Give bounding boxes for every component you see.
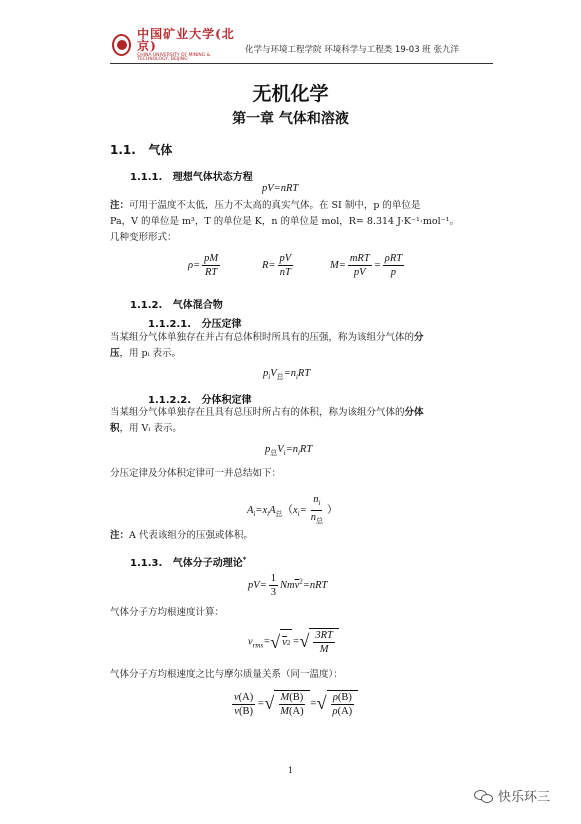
rms-speed-equation: $v_{rms}=$ √ v 2 = √ $\frac{3RT}{M}$ <box>248 628 339 656</box>
logo-chinese-name: 中国矿业大学(北京) <box>137 26 235 53</box>
forms-intro: 几种变形形式： <box>110 232 177 243</box>
header-divider <box>110 63 493 64</box>
rms-speed-intro: 气体分子方均根速度计算： <box>110 607 225 618</box>
term-bold: 压 <box>110 348 120 359</box>
section-title: 气体混合物 <box>172 300 223 311</box>
term-bold: 分 <box>414 332 424 343</box>
ideal-gas-equation: pV=nRT <box>262 183 299 194</box>
note-label: 注： <box>110 530 130 541</box>
combined-law-equation: $A_i=x_iA_总(x_i=$ $\frac{n_i}{n_总}$ ） <box>247 494 338 526</box>
combined-note <box>110 528 253 544</box>
chapter-title: 第一章 气体和溶液 <box>232 111 349 127</box>
section-heading-1-1-2-1 <box>148 315 241 330</box>
university-seal-icon <box>112 34 131 56</box>
section-number: 1.1.2. <box>130 300 163 311</box>
term-bold: 积 <box>110 423 120 434</box>
section-title: 理想气体状态方程 <box>172 172 253 183</box>
note-text: A 代表该组分的压强或体积。 <box>129 530 253 541</box>
ratio-equation: $\frac{v(A)}{v(B)}$ = √ $\frac{M(B)}{M(A)}$ = √ $\frac{\rho(B)}{\rho(A)}$ <box>230 690 358 718</box>
partial-pressure-equation: $p_iV_总=n_iRT$ <box>263 368 311 382</box>
optional-mark: * <box>242 555 247 564</box>
note-line-2: Pa，V 的单位是 m³，T 的单位是 K，n 的单位是 mol，R= 8.314 J·K⁻¹·mol⁻¹。 <box>110 216 459 227</box>
ideal-gas-note <box>110 198 495 246</box>
document-title: 无机化学 <box>252 83 329 105</box>
section-title: 气体分子动理论 <box>172 558 243 569</box>
watermark <box>474 786 550 805</box>
header-info: 化学与环境工程学院 环境科学与工程类 19-03 班 张九洋 <box>245 45 460 55</box>
pressure-formula: R= $\frac{pV}{nT}$ <box>262 253 292 278</box>
density-formula: ρ= $\frac{pM}{RT}$ <box>188 253 219 278</box>
definition-text: 当某组分气体单独存在并占有总体积时所具有的压强，称为该组分气体的 <box>110 332 415 343</box>
definition-text: ，用 pᵢ 表示。 <box>119 348 182 359</box>
section-number: 1.1. <box>110 143 136 157</box>
page-number: 1 <box>287 766 294 775</box>
university-logo <box>112 26 242 62</box>
section-number: 1.1.2.1. <box>148 319 192 330</box>
note-line-1: 可用于温度不太低，压力不太高的真实气体。在 SI 制中，p 的单位是 <box>129 200 421 211</box>
section-title: 气体 <box>148 143 173 157</box>
section-heading-1-1-2-2 <box>148 391 251 406</box>
ratio-intro: 气体分子方均根速度之比与摩尔质量关系（同一温度）： <box>110 669 343 680</box>
section-number: 1.1.2.2. <box>148 395 192 406</box>
logo-english-name: CHINA UNIVERSITY OF MINING & TECHNOLOGY, BEIJING <box>137 52 211 62</box>
molar-mass-formula: M= $\frac{\text{mRT}}{pV}$ = $\frac{\text{ρRT}}{p}$ <box>330 253 403 278</box>
section-number: 1.1.1. <box>130 172 163 183</box>
section-heading-1-1-3 <box>130 554 246 569</box>
kinetic-theory-equation: pV= $\frac{1}{3}$ $Nm\overline{v}^2=nRT$ <box>248 573 328 598</box>
section-heading-1-1 <box>110 141 172 158</box>
definition-text: ，用 Vᵢ 表示。 <box>119 423 182 434</box>
wechat-icon <box>474 788 494 804</box>
section-heading-1-1-1 <box>130 168 253 183</box>
partial-volume-definition <box>110 405 500 437</box>
note-label: 注： <box>110 200 130 211</box>
term-bold: 分体 <box>404 407 424 418</box>
section-title: 分体积定律 <box>201 395 252 406</box>
definition-text: 当某组分气体单独存在且具有总压时所占有的体积，称为该组分气体的 <box>110 407 405 418</box>
partial-volume-equation: $p_总V_i=n_iRT$ <box>265 444 313 458</box>
partial-pressure-definition <box>110 330 500 362</box>
section-number: 1.1.3. <box>130 558 163 569</box>
combined-intro: 分压定律及分体积定律可一并总结如下： <box>110 468 282 479</box>
section-title: 分压定律 <box>201 319 242 330</box>
watermark-text: 快乐环三 <box>498 790 551 805</box>
section-heading-1-1-2 <box>130 296 223 311</box>
